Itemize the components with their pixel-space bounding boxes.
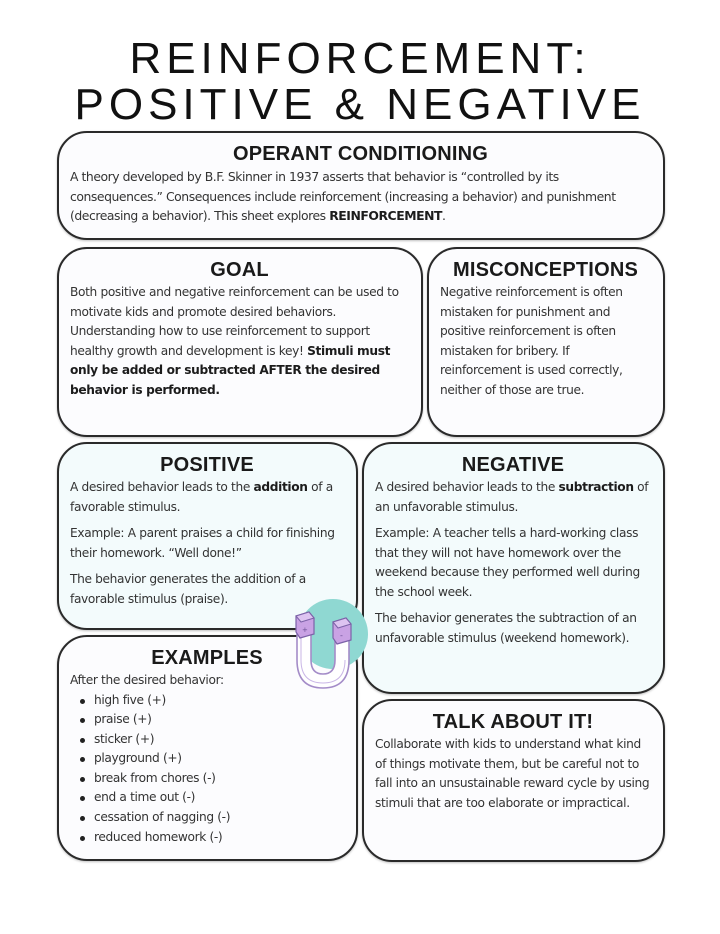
list-item: high five (+) [80,691,344,711]
goal-card [57,247,423,437]
misconceptions-card [427,247,665,437]
examples-list [80,691,344,848]
positive-definition: A desired behavior leads to the addition of a favorable stimulus. [70,480,333,514]
list-item: playground (+) [80,749,344,769]
negative-example: Example: A teacher tells a hard-working class that they will not have homework over the weekend because they performed well during the school week. [375,526,640,599]
list-item: reduced homework (-) [80,828,344,848]
goal-heading: GOAL [210,259,269,281]
positive-example: Example: A parent praises a child for finishing their homework. “Well done!” [70,526,335,560]
negative-definition: A desired behavior leads to the subtraction of an unfavorable stimulus. [375,480,649,514]
misconceptions-heading: MISCONCEPTIONS [452,259,639,281]
talk-about-it-card [362,699,665,862]
positive-result: The behavior generates the addition of a favorable stimulus (praise). [70,572,306,606]
operant-heading: OPERANT CONDITIONING [232,143,489,165]
svg-text:+: + [302,626,308,634]
list-item: sticker (+) [80,730,344,750]
svg-text:-: - [340,631,343,640]
list-item: cessation of nagging (-) [80,808,344,828]
operant-conditioning-card [57,131,665,240]
talk-text: Collaborate with kids to understand what kind of things motivate them, but be careful not to fall into an unsustainable reward cycle by using stimuli that are too elaborate or impractical. [375,737,650,810]
page-title-line-2: POSITIVE & NEGATIVE [74,80,646,129]
goal-text: Both positive and negative reinforcement can be used to motivate kids and promote desired behaviors. Understanding how to use reinforcement to support healthy growth and development is key! Stimuli must only be added or subtracted AFTER the desired behavior is performed. [70,285,399,397]
list-item: break from chores (-) [80,769,344,789]
negative-result: The behavior generates the subtraction of an unfavorable stimulus (weekend homework). [375,611,637,645]
misconceptions-text: Negative reinforcement is often mistaken for punishment and positive reinforcement is often mistaken for bribery. If reinforcement is used correctly, neither of those are true. [440,285,623,397]
examples-heading: EXAMPLES [151,647,263,669]
negative-card [362,442,665,694]
list-item: praise (+) [80,710,344,730]
page-title-line-1: REINFORCEMENT: [129,34,591,83]
negative-heading: NEGATIVE [461,454,565,476]
talk-heading: TALK ABOUT IT! [432,711,594,733]
magnet-icon [287,598,369,692]
list-item: end a time out (-) [80,788,344,808]
positive-heading: POSITIVE [160,454,254,476]
examples-lead: After the desired behavior: [70,673,224,687]
operant-text: A theory developed by B.F. Skinner in 1937 asserts that behavior is “controlled by its consequences.” Consequences include reinforcement (increasing a behavior) and punishment (decreasing a behavior). This sheet explores REINFORCEMENT. [70,169,616,223]
